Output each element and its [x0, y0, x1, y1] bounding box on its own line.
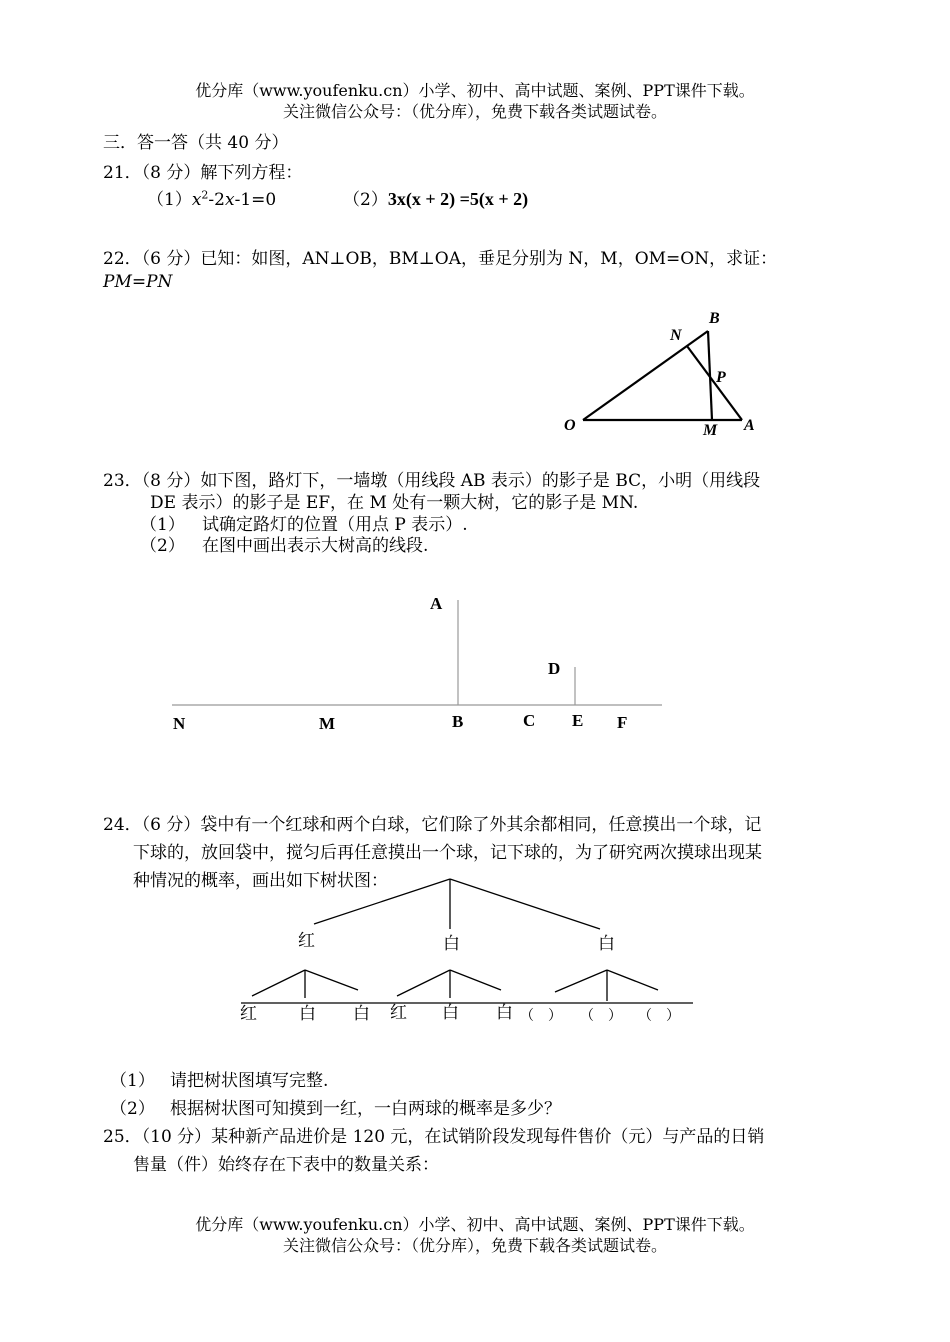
section-title: 三．答一答（共 40 分）	[103, 133, 289, 153]
q23-sub1-text: 试确定路灯的位置（用点 P 表示）.	[202, 515, 468, 535]
label-O: O	[564, 417, 576, 434]
q22-line-2: PM=PN	[103, 272, 173, 292]
label-A: A	[430, 594, 443, 613]
q23-sub2-text: 在图中画出表示大树高的线段.	[202, 536, 429, 556]
label-E: E	[572, 711, 584, 730]
label-B: B	[452, 712, 464, 731]
label-M: M	[703, 422, 718, 439]
q21-part1	[147, 185, 276, 210]
q23-sub2-label: （2）	[140, 536, 185, 556]
sub-branch-1c	[305, 970, 358, 990]
label-F: F	[617, 713, 628, 732]
q24-sub2-label: （2）	[110, 1099, 155, 1119]
header-line-1: 优分库（www.youfenku.cn）小学、初中、高中试题、案例、PPT课件下载。	[195, 81, 755, 100]
sub-branch-2a	[397, 970, 450, 996]
branch-3	[450, 879, 600, 929]
q21-part1-end: -1=0	[234, 190, 277, 210]
branch-1	[314, 879, 450, 924]
label-N: N	[173, 714, 186, 733]
q24-sub1-text: 请把树状图填写完整.	[170, 1071, 329, 1091]
segment-NA	[687, 346, 742, 420]
q23-sub1-label: （1）	[140, 515, 185, 535]
q21-part2-equation: 3x(x + 2) =5(x + 2)	[387, 189, 529, 209]
label-D: D	[548, 659, 561, 678]
label-P: P	[716, 369, 726, 386]
blank-3: （ ）	[638, 1009, 680, 1024]
q21-part1-var: x	[191, 190, 202, 210]
node-level2-5: 白	[442, 1003, 459, 1022]
sub-branch-1a	[252, 970, 305, 996]
q21-part1-mid: -2	[208, 190, 225, 210]
blank-1: （ ）	[520, 1009, 562, 1024]
q21-part1-exponent: 2	[201, 188, 209, 202]
footer-line-1: 优分库（www.youfenku.cn）小学、初中、高中试题、案例、PPT课件下载。	[195, 1215, 755, 1234]
q21-part2-label: （2）	[343, 190, 388, 210]
q21-part1-var2: x	[224, 190, 235, 210]
q24-line-1: 24．（6 分）袋中有一个红球和两个白球，它们除了外其余都相同，任意摸出一个球，记	[103, 815, 762, 835]
q24-sub1-label: （1）	[110, 1071, 155, 1091]
header-line-2: 关注微信公众号：（优分库），免费下载各类试题试卷。	[282, 102, 667, 121]
node-level1-3: 白	[598, 934, 615, 953]
label-N: N	[670, 327, 682, 344]
node-level1-1: 红	[298, 931, 315, 950]
node-level2-1: 红	[240, 1004, 257, 1023]
q24-line-3: 种情况的概率，画出如下树状图：	[133, 871, 388, 891]
q24-tree-diagram	[225, 872, 705, 1032]
q22-triangle-figure	[555, 305, 765, 440]
node-level2-3: 白	[353, 1004, 370, 1023]
label-C: C	[523, 711, 536, 730]
q23-line-1: 23．（8 分）如下图，路灯下，一墙墩（用线段 AB 表示）的影子是 BC，小明（用线段	[103, 471, 761, 491]
q21-stem: 21．（8 分）解下列方程：	[103, 163, 303, 183]
label-A: A	[744, 417, 755, 434]
q21-part1-label: （1）	[147, 190, 192, 210]
node-level2-2: 白	[299, 1004, 316, 1023]
q22-line-1: 22．（6 分）已知：如图，AN⊥OB，BM⊥OA，垂足分别为 N，M，OM=ON，求证：	[103, 249, 778, 269]
q21-part2	[343, 185, 528, 210]
q23-shadow-figure	[165, 585, 675, 745]
sub-branch-3a	[555, 970, 607, 992]
node-level1-2: 白	[443, 934, 460, 953]
label-M: M	[319, 714, 336, 733]
q25-line-1: 25．（10 分）某种新产品进价是 120 元，在试销阶段发现每件售价（元）与产品的日销	[103, 1127, 765, 1147]
blank-2: （ ）	[580, 1009, 622, 1024]
label-B: B	[709, 310, 720, 327]
node-level2-6: 白	[496, 1003, 513, 1022]
q24-sub2-text: 根据树状图可知摸到一红，一白两球的概率是多少？	[170, 1099, 561, 1119]
sub-branch-3c	[607, 970, 658, 990]
node-level2-4: 红	[390, 1003, 407, 1022]
q24-line-2: 下球的，放回袋中，搅匀后再任意摸出一个球，记下球的，为了研究两次摸球出现某	[133, 843, 762, 863]
q23-line-2: DE 表示）的影子是 EF，在 M 处有一颗大树，它的影子是 MN.	[150, 493, 639, 513]
segment-OB	[583, 331, 708, 420]
footer-line-2: 关注微信公众号：（优分库），免费下载各类试题试卷。	[282, 1236, 667, 1255]
sub-branch-2c	[450, 970, 501, 990]
q25-line-2: 售量（件）始终存在下表中的数量关系：	[133, 1155, 439, 1175]
